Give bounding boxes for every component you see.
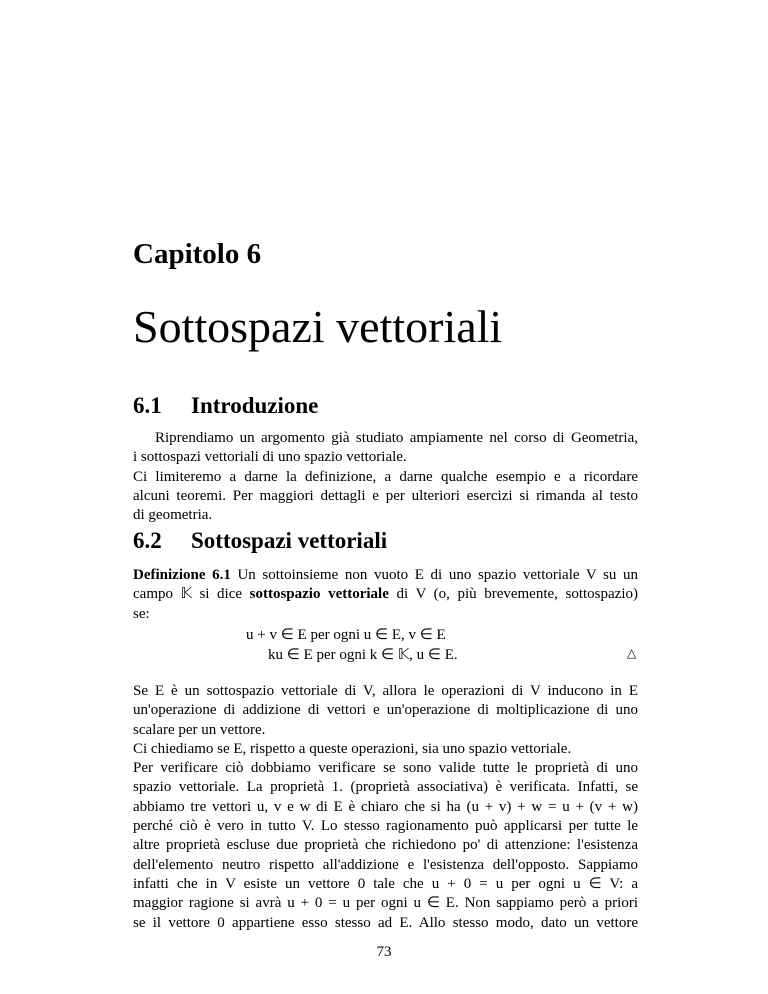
chapter-title: Sottospazi vettoriali [133,301,503,352]
text-line: maggior ragione si avrà u + 0 = u per ogni u ∈ E. Non sappiamo però a priori [133,895,638,912]
section-title: Sottospazi vettoriali [191,528,388,553]
text-line: se il vettore 0 appartiene esso stesso ad E. Allo stesso modo, dato un vettore [133,914,638,931]
definition-label: Definizione 6.1 [133,567,231,583]
text-line: Ci chiediamo se E, rispetto a queste operazioni, sia uno spazio vettoriale. [133,740,572,757]
section-heading-sottospazi [133,528,387,554]
text-line: dell'elemento neutro rispetto all'addizione e l'esistenza dell'opposto. Sappiamo [133,856,638,873]
chapter-label: Capitolo 6 [133,238,262,270]
definition-line: se: [133,605,150,622]
text-line: un'operazione di addizione di vettori e un'operazione di moltiplicazione di uno [133,702,638,719]
section-heading-introduzione [133,393,318,419]
text-line: spazio vettoriale. La proprietà 1. (proprietà associativa) è verificata. Infatti, se [133,779,638,796]
text-line: di geometria. [133,507,213,524]
page-number: 73 [376,944,392,960]
equation-line: ku ∈ E per ogni k ∈ 𝕂, u ∈ E. [268,647,458,663]
section-number: 6.1 [133,393,162,418]
text-line: Se E è un sottospazio vettoriale di V, allora le operazioni di V inducono in E [133,683,638,699]
text-line: abbiamo tre vettori u, v e w di E è chiaro che si ha (u + v) + w = u + (v + w) [133,798,638,815]
text-line: perché ciò è vero in tutto V. Lo stesso ragionamento può applicarsi per tutte le [133,818,638,835]
text-line: Ci limiteremo a darne la definizione, a darne qualche esempio e a ricordare [133,468,638,485]
text-line: Riprendiamo un argomento già studiato ampiamente nel corso di Geometria, [155,430,638,446]
definition-line: campo 𝕂 si dice sottospazio vettoriale di V (o, più brevemente, sottospazio) [133,586,638,603]
text-line: altre proprietà escluse due proprietà che richiedono po' di attenzione: l'esistenza [133,837,638,854]
body-paragraph [133,682,638,933]
section-title: Introduzione [191,393,319,418]
end-of-definition-mark: △ [627,646,637,660]
definition-line: Definizione 6.1 Un sottoinsieme non vuoto E di uno spazio vettoriale V su un [133,567,638,583]
intro-paragraph [133,429,638,525]
text-line: alcuni teoremi. Per maggiori dettagli e per ulteriori esercizi si rimanda al testo [133,487,638,504]
section-number: 6.2 [133,528,162,553]
equation-line: u + v ∈ E per ogni u ∈ E, v ∈ E [246,627,446,643]
text-line: Per verificare ciò dobbiamo verificare se sono valide tutte le proprietà di uno [133,760,638,777]
defined-term: sottospazio vettoriale [249,586,389,603]
text-line: infatti che in V esiste un vettore 0 tale che u + 0 = u per ogni u ∈ V: a [133,875,638,892]
definition-block [133,566,638,624]
text-line: scalare per un vettore. [133,721,266,738]
text-line: i sottospazi vettoriali di uno spazio vettoriale. [133,449,407,466]
